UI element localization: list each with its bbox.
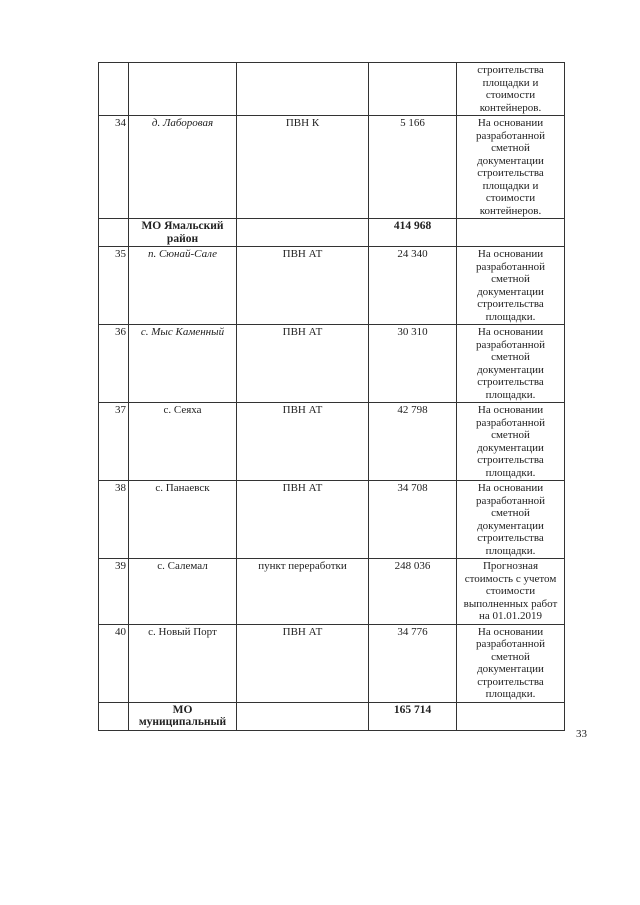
settlement-name [129,63,237,116]
row-number: 37 [99,403,129,481]
facility-type [237,702,369,730]
cost-basis: строительства площадки и стоимости контейнеров. [457,63,565,116]
district-total-value: 414 968 [369,219,457,247]
cost-value: 34 776 [369,624,457,702]
facility-type: ПВН АТ [237,481,369,559]
table-row [99,559,565,625]
table-row [99,116,565,219]
cost-value: 42 798 [369,403,457,481]
subtotal-row [99,702,565,730]
settlement-name: с. Панаевск [129,481,237,559]
table-row [99,481,565,559]
facility-type: ПВН АТ [237,403,369,481]
cost-table [98,62,565,731]
facility-type [237,63,369,116]
settlement-name: д. Лаборовая [129,116,237,219]
cost-basis [457,702,565,730]
cost-basis: Прогнозная стоимость с учетом стоимости выполненных работ на 01.01.2019 [457,559,565,625]
page-number: 33 [576,728,587,740]
table-row [99,247,565,325]
table-row [99,403,565,481]
cost-basis: На основании разработанной сметной документации строительства площадки и стоимости контейнеров. [457,116,565,219]
row-number [99,702,129,730]
facility-type: ПВН К [237,116,369,219]
table-row [99,624,565,702]
row-number: 35 [99,247,129,325]
facility-type: ПВН АТ [237,247,369,325]
settlement-name: п. Сюнай-Сале [129,247,237,325]
settlement-name: с. Салемал [129,559,237,625]
facility-type: пункт переработки [237,559,369,625]
cost-basis: На основании разработанной сметной документации строительства площадки. [457,403,565,481]
row-number [99,63,129,116]
cost-basis [457,219,565,247]
row-number: 36 [99,325,129,403]
table-row [99,63,565,116]
settlement-name: с. Новый Порт [129,624,237,702]
row-number: 34 [99,116,129,219]
cost-basis: На основании разработанной сметной документации строительства площадки. [457,624,565,702]
cost-value: 30 310 [369,325,457,403]
row-number: 39 [99,559,129,625]
cost-value: 248 036 [369,559,457,625]
cost-value [369,63,457,116]
cost-value: 34 708 [369,481,457,559]
settlement-name: с. Мыс Каменный [129,325,237,403]
facility-type [237,219,369,247]
facility-type: ПВН АТ [237,624,369,702]
row-number [99,219,129,247]
facility-type: ПВН АТ [237,325,369,403]
cost-basis: На основании разработанной сметной документации строительства площадки. [457,247,565,325]
row-number: 38 [99,481,129,559]
cost-value: 5 166 [369,116,457,219]
district-total-label: МО Ямальский район [129,219,237,247]
subtotal-row [99,219,565,247]
cost-value: 24 340 [369,247,457,325]
row-number: 40 [99,624,129,702]
cost-basis: На основании разработанной сметной документации строительства площадки. [457,325,565,403]
settlement-name: с. Сеяха [129,403,237,481]
district-total-value: 165 714 [369,702,457,730]
district-total-label: МО муниципальный [129,702,237,730]
table-row [99,325,565,403]
cost-basis: На основании разработанной сметной документации строительства площадки. [457,481,565,559]
